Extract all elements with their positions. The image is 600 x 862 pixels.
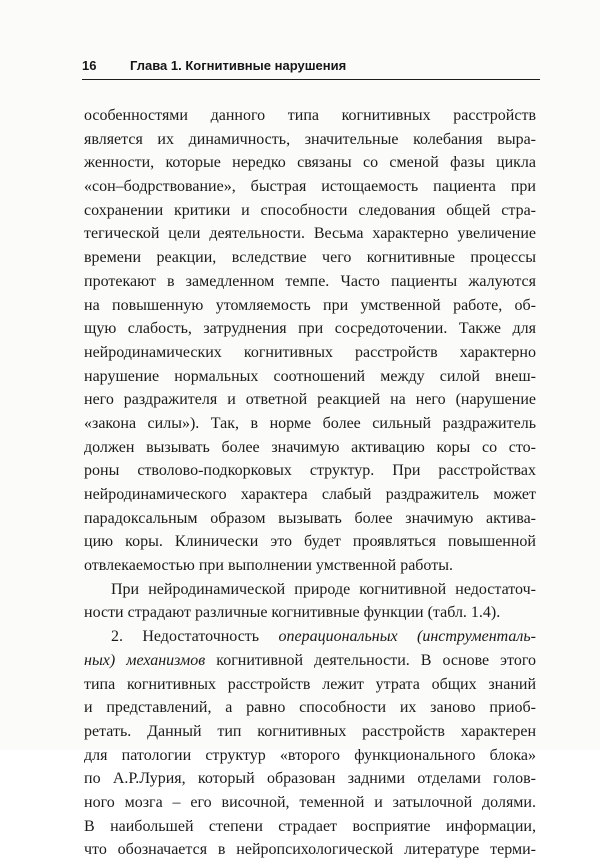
text-line: по А.Р.Лурия, который образован задними отделами голов- xyxy=(84,770,536,788)
text-line: ретать. Данный тип когнитивных расстройств характерен xyxy=(84,722,536,740)
text-line: для патологии структур «второго функционального блока» xyxy=(84,746,536,764)
text-line: протекают в замедленном темпе. Часто пациенты жалуются xyxy=(84,272,536,290)
italic-term: ных) механизмов xyxy=(84,651,206,669)
text-line: женности, которые нередко связаны со сменой фазы цикла xyxy=(84,154,536,172)
text-line-paragraph-start xyxy=(84,625,536,649)
text-line: на повышенную утомляемость при умственной работе, об- xyxy=(84,296,536,314)
chapter-title: Глава 1. Когнитивные нарушения xyxy=(130,58,347,73)
text-line: ного мозга – его височной, теменной и затылочной долями. xyxy=(84,793,536,811)
text-line: времени реакции, вследствие чего когнитивные процессы xyxy=(84,249,536,267)
text-line: должен вызывать более значимую активацию коры со сто- xyxy=(84,438,536,456)
body-text xyxy=(84,104,536,862)
text-line: и представлений, а равно способности их заново приоб- xyxy=(84,699,536,717)
text-fragment: когнитивной деятельности. В основе этого xyxy=(216,651,536,669)
text-line-paragraph-end: ности страдают различные когнитивные функции (табл. 1.4). xyxy=(84,604,501,622)
text-line-paragraph-end: отвлекаемостью при выполнении умственной работы. xyxy=(84,557,453,575)
text-line: что обозначается в нейропсихологической литературе терми- xyxy=(84,841,536,859)
text-line: тегической цели деятельности. Весьма характерно увеличение xyxy=(84,225,536,243)
text-line xyxy=(84,649,536,673)
text-line-paragraph-start: При нейродинамической природе когнитивной недостаточ- xyxy=(111,580,536,598)
running-header xyxy=(82,55,540,80)
text-line: «закона силы»). Так, в норме более сильный раздражитель xyxy=(84,414,536,432)
text-line: является их динамичность, значительные колебания выра- xyxy=(84,130,536,148)
text-line: нейродинамического характера слабый раздражитель может xyxy=(84,486,536,503)
text-line: цию коры. Клинически это будет проявляться повышенной xyxy=(84,533,536,551)
text-line: него раздражителя и ответной реакцией на него (нарушение xyxy=(84,391,536,409)
text-line: «сон–бодрствование», быстрая истощаемость пациента при xyxy=(84,178,536,196)
text-line: нейродинамических когнитивных расстройств характерно xyxy=(84,343,536,361)
text-line: типа когнитивных расстройств лежит утрата общих знаний xyxy=(84,675,536,693)
text-line: парадоксальным образом вызывать более значимую актива- xyxy=(84,509,536,527)
list-item-intro: 2. Недостаточность xyxy=(111,628,260,646)
text-line: щую слабость, затруднения при сосредоточении. Также для xyxy=(84,320,536,338)
text-line: В наибольшей степени страдает восприятие информации, xyxy=(84,817,536,835)
italic-term: операциональных (инструменталь- xyxy=(278,628,536,646)
page-number: 16 xyxy=(82,58,97,73)
text-line: особенностями данного типа когнитивных расстройств xyxy=(84,107,536,124)
text-line: сохранении критики и способности следования общей стра- xyxy=(84,201,536,219)
text-line: нарушение нормальных соотношений между силой внеш- xyxy=(84,367,536,385)
text-line: роны стволово-подкорковых структур. При расстройствах xyxy=(84,462,536,480)
